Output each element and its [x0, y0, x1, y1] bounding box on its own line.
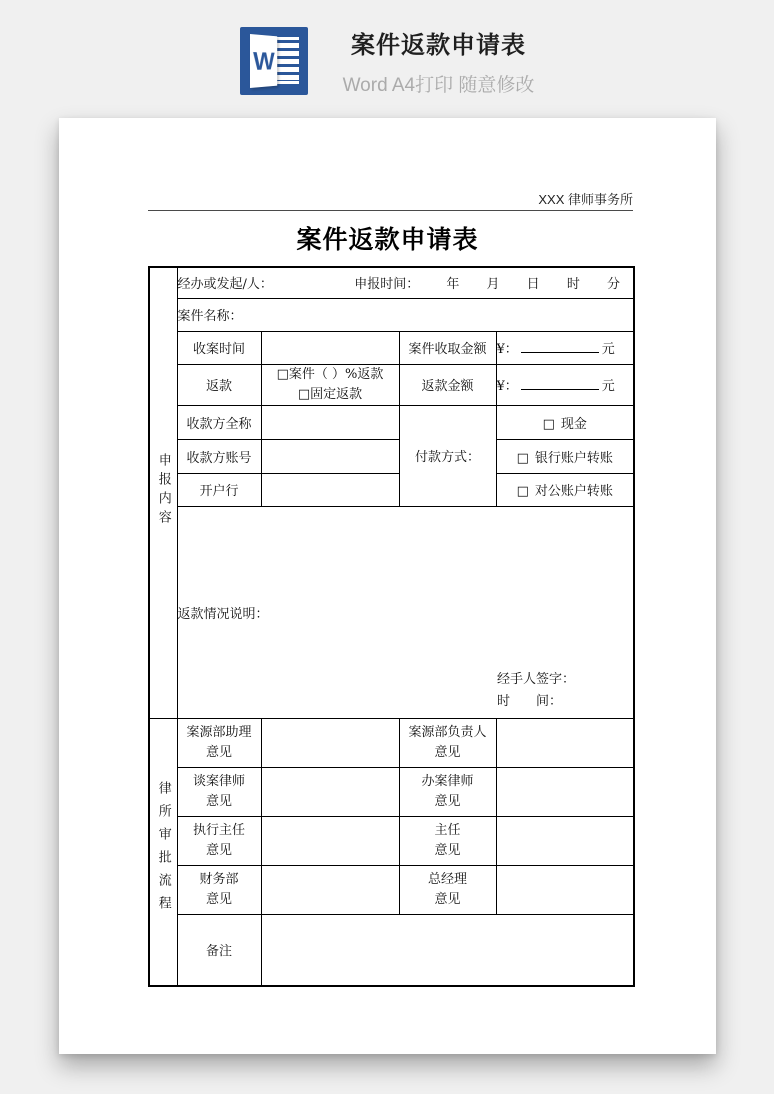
operator-cell	[177, 267, 634, 298]
sign-time-label: 时 间：	[496, 693, 562, 709]
refund-note-cell	[177, 506, 634, 718]
approval-left-label: 案源部助理 意见	[177, 718, 261, 767]
approval-right-label: 案源部负责人 意见	[399, 718, 496, 767]
approval-left-value-cell	[261, 767, 399, 816]
payment-option-cash: □ 现金	[496, 405, 634, 439]
time-unit-month: 月	[486, 277, 500, 293]
payee-name-label: 收款方全称	[177, 405, 261, 439]
section-approval-flow-label: 律所审批流程	[155, 780, 171, 919]
refund-options-cell	[261, 364, 399, 405]
refund-application-table	[148, 266, 635, 987]
time-unit-hour: 时	[566, 277, 580, 293]
word-icon	[240, 27, 308, 95]
currency-prefix: ¥：	[496, 342, 518, 357]
approval-right-label: 总经理 意见	[399, 865, 496, 914]
section-declare-content-label: 申报内容	[155, 452, 171, 529]
row-remark	[149, 914, 634, 986]
row-approval-1	[149, 718, 634, 767]
checkbox-icon: □	[516, 450, 529, 466]
approval-left-label: 执行主任 意见	[177, 816, 261, 865]
approval-right-value-cell	[496, 767, 634, 816]
row-case-time	[149, 331, 634, 364]
refund-amount-value-cell	[496, 364, 634, 405]
case-amount-value-cell	[496, 331, 634, 364]
refund-note-label: 返款情况说明：	[177, 606, 269, 622]
operator-label: 经办或发起/人：	[177, 277, 273, 293]
declare-time-group	[354, 273, 633, 292]
row-bank	[149, 473, 634, 506]
word-icon-w-page	[250, 34, 277, 88]
refund-option-percent: 案件（ ）%返款	[288, 366, 384, 382]
remark-value-cell	[261, 914, 634, 986]
approval-left-value-cell	[261, 865, 399, 914]
approval-left-value-cell	[261, 816, 399, 865]
payment-option-bank: □ 银行账户转账	[496, 439, 634, 473]
banner	[0, 25, 774, 97]
sign-block	[497, 669, 575, 713]
row-approval-4	[149, 865, 634, 914]
refund-amount-label: 返款金额	[399, 364, 496, 405]
checkbox-icon: □	[276, 366, 289, 382]
document-title: 案件返款申请表	[296, 225, 479, 254]
header-rule	[148, 210, 633, 211]
approval-left-label: 财务部 意见	[177, 865, 261, 914]
approval-right-value-cell	[496, 718, 634, 767]
bank-label: 开户行	[177, 473, 261, 506]
banner-subtitle: Word A4打印 随意修改	[342, 75, 535, 96]
time-unit-minute: 分	[606, 277, 620, 293]
payment-option-corporate: □ 对公账户转账	[496, 473, 634, 506]
checkbox-icon: □	[542, 416, 555, 432]
row-operator	[149, 267, 634, 298]
time-unit-year: 年	[446, 277, 460, 293]
remark-label: 备注	[177, 914, 261, 986]
approval-right-value-cell	[496, 816, 634, 865]
row-approval-2	[149, 767, 634, 816]
document-page	[59, 118, 716, 1054]
case-time-label: 收案时间	[177, 331, 261, 364]
word-icon-letter: W	[252, 45, 275, 76]
currency-prefix: ¥：	[496, 379, 518, 394]
firm-name: XXX 律师事务所	[538, 192, 633, 207]
row-refund	[149, 364, 634, 405]
payee-account-value-cell	[261, 439, 399, 473]
approval-right-value-cell	[496, 865, 634, 914]
banner-title: 案件返款申请表	[351, 32, 526, 59]
row-case-name	[149, 298, 634, 331]
case-time-value-cell	[261, 331, 399, 364]
case-name-cell: 案件名称：	[177, 298, 634, 331]
banner-text	[343, 25, 535, 97]
payee-name-value-cell	[261, 405, 399, 439]
row-payee-name	[149, 405, 634, 439]
refund-label: 返款	[177, 364, 261, 405]
payee-account-label: 收款方账号	[177, 439, 261, 473]
row-payee-account	[149, 439, 634, 473]
checkbox-icon: □	[516, 484, 529, 499]
section-approval-flow	[149, 718, 177, 986]
word-icon-document-lines	[276, 37, 299, 84]
checkbox-icon: □	[297, 386, 311, 402]
signer-label: 经手人签字：	[496, 671, 575, 687]
row-approval-3	[149, 816, 634, 865]
case-amount-label: 案件收取金额	[399, 331, 496, 364]
amount-blank-line	[521, 376, 599, 390]
amount-blank-line	[521, 339, 599, 353]
approval-left-value-cell	[261, 718, 399, 767]
approval-left-label: 谈案律师 意见	[177, 767, 261, 816]
section-declare-content	[149, 267, 177, 718]
payment-method-label: 付款方式：	[399, 405, 496, 506]
approval-right-label: 办案律师 意见	[399, 767, 496, 816]
currency-unit: 元	[601, 342, 615, 357]
approval-right-label: 主任 意见	[399, 816, 496, 865]
declare-time-label: 申报时间：	[354, 277, 420, 293]
row-refund-note	[149, 506, 634, 718]
refund-option-fixed: 固定返款	[310, 386, 363, 402]
bank-value-cell	[261, 473, 399, 506]
time-unit-day: 日	[526, 277, 540, 293]
currency-unit: 元	[601, 379, 615, 394]
